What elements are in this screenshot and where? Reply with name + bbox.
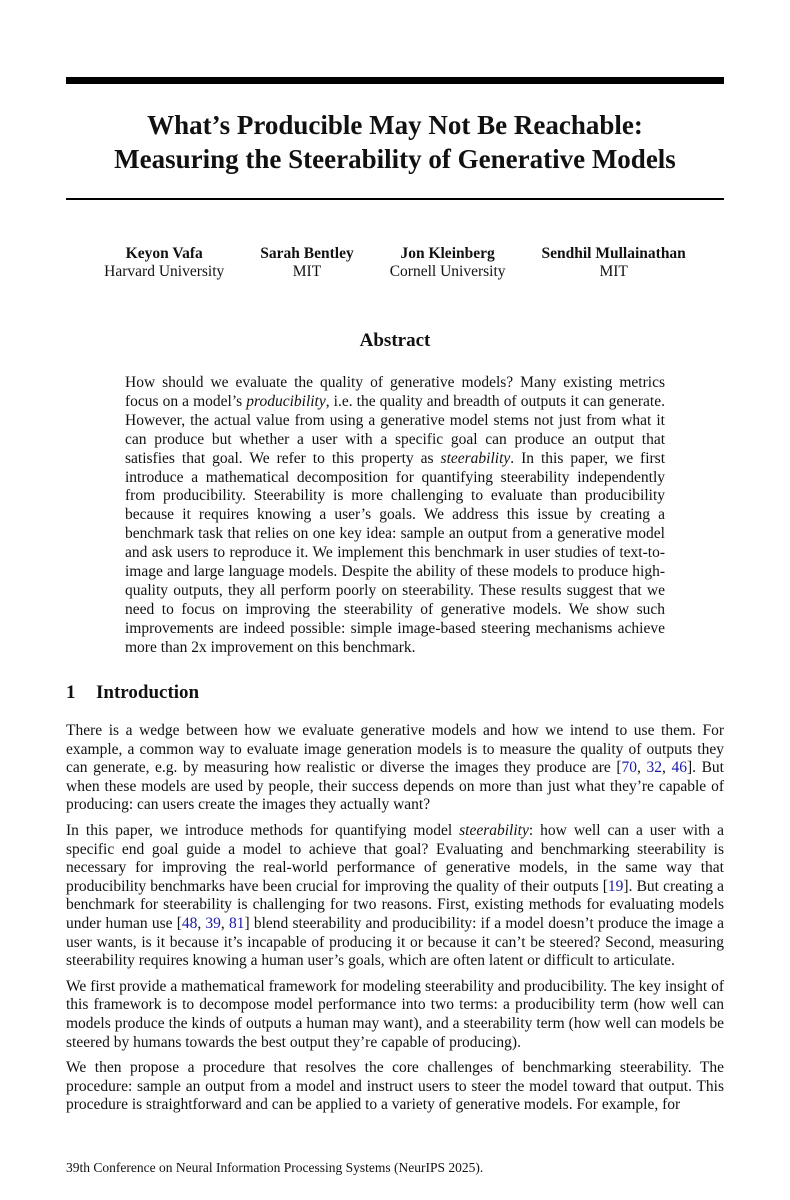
- text-run: ]. But when these models are used by people, their success depends on more than just what they’re capable of producing: can users create the images they actually want?: [66, 759, 724, 814]
- abstract-heading: Abstract: [359, 330, 431, 351]
- title-line-2: Measuring the Steerability of Generative Models: [114, 144, 676, 174]
- paper-title: [40, 108, 750, 176]
- citation-link[interactable]: 48: [181, 914, 198, 932]
- author-name: Sarah Bentley: [260, 245, 354, 262]
- text-run: : how well can a user with a specific end goal guide a model to achieve that goal? Evaluating and benchmarking steerability is necessary for improving the real-world performance of generative models, in the same way that producibility benchmarks have been crucial for improving the quality of their outputs [: [66, 821, 724, 895]
- text-run: ]. But creating a benchmark for steerability is challenging for two reasons. First, existing methods for evaluating models under human use [: [66, 877, 725, 932]
- author-name: Jon Kleinberg: [400, 245, 495, 262]
- section-title: Introduction: [96, 682, 200, 703]
- citation-link[interactable]: 70: [621, 759, 638, 777]
- section-number: 1: [66, 682, 76, 703]
- author-block: [104, 245, 224, 281]
- citation-link[interactable]: 81: [228, 914, 245, 932]
- abstract-emphasis: steerability: [440, 449, 511, 467]
- author-affiliation: MIT: [292, 263, 322, 280]
- citation-link[interactable]: 32: [646, 759, 662, 777]
- abstract-text: [125, 374, 665, 658]
- citation-link[interactable]: 39: [205, 914, 221, 932]
- citation-link[interactable]: 46: [671, 759, 687, 777]
- author-name: Keyon Vafa: [125, 245, 203, 262]
- text-run: There is a wedge between how we evaluate generative models and how we intend to use them. For example, a common way to evaluate image generation models is to measure the quality of outputs they can generate, e.g. by measuring how realistic or diverse the images they produce are [: [66, 722, 724, 777]
- author-name: Sendhil Mullainathan: [541, 245, 686, 262]
- abstract-run: How should we evaluate the quality of generative models? Many existing metrics focus on a model’s: [125, 374, 665, 410]
- emphasis: steerability: [459, 821, 529, 839]
- author-affiliation: Cornell University: [389, 263, 506, 280]
- citation-link[interactable]: 19: [607, 877, 624, 895]
- author-block: [542, 245, 686, 281]
- paragraph: In this paper, we introduce methods for quantifying model steerability: how well can a user with a specific end goal guide a model to achieve that goal? Evaluating and benchmarking steerability is necessary for improving the real-world performance of generative models, in the same way that producibility benchmarks have been crucial for improving the quality of their outputs [19]. But creating a benchmark for steerability is challenging for two reasons. First, existing methods for evaluating models under human use [48, 39, 81] blend steerability and producibility: if a model doesn’t produce the image a user wants, is it because it’s incapable of producing it or because it can’t be steered? Second, measuring steerability requires knowing a human user’s goals, which are often latent or difficult to articulate.: [66, 821, 725, 970]
- abstract-run: , i.e. the quality and breadth of outputs it can generate. However, the actual value from using a generative model stems not just from what it can produce but whether a user with a specific goal can produce an output that satisfies that goal. We refer to this property as: [125, 392, 665, 467]
- author-list: [40, 245, 750, 281]
- author-block: [390, 245, 506, 281]
- text-run: In this paper, we introduce methods for quantifying model: [66, 821, 460, 839]
- author-affiliation: MIT: [599, 263, 628, 280]
- text-run: ] blend steerability and producibility: if a model doesn’t produce the image a user wants, is it because it’s incapable of producing it or because it can’t be steered? Second, measuring steerability requires knowing a human user’s goals, which are often latent or difficult to articulate.: [66, 914, 724, 970]
- title-bottom-rule: [66, 198, 724, 200]
- paragraph: There is a wedge between how we evaluate generative models and how we intend to use them. For example, a common way to evaluate image generation models is to measure the quality of outputs they can generate, e.g. by measuring how realistic or diverse the images they produce are [70, 32, 46]. But when these models are used by people, their success depends on more than just what they’re capable of producing: can users create the images they actually want?: [66, 722, 724, 814]
- author-affiliation: Harvard University: [104, 263, 225, 280]
- abstract-run: . In this paper, we first introduce a mathematical decomposition for quantifying steerability independently from producibility. Steerability is more challenging to evaluate than producibility because it requires knowing a user’s goals. We address this issue by creating a benchmark task that relies on one key idea: sample an output from a generative model and ask users to reproduce it. We implement this benchmark in user studies of text-to-image and large language models. Despite the ability of these models to produce high-quality outputs, they all perform poorly on steerability. These results suggest that we need to focus on improving the steerability of generative models. We show such improvements are indeed possible: simple image-based steering mechanisms achieve more than 2x improvement on this benchmark.: [125, 449, 666, 656]
- conference-footer: 39th Conference on Neural Information Processing Systems (NeurIPS 2025).: [66, 1160, 484, 1175]
- title-line-1: What’s Producible May Not Be Reachable:: [147, 110, 643, 140]
- paragraph: We first provide a mathematical framework for modeling steerability and producibility. The key insight of this framework is to decompose model performance into two terms: a producibility term (how well can models produce the kinds of outputs a human may want), and a steerability term (how well can models be steered by humans towards the best output they’re capable of producing).: [66, 977, 724, 1051]
- section-heading: [66, 682, 199, 704]
- abstract-emphasis: producibility: [246, 392, 326, 410]
- paragraph: We then propose a procedure that resolves the core challenges of benchmarking steerability. The procedure: sample an output from a model and instruct users to steer the model toward that output. This procedure is straightforward and can be applied to a variety of generative models. For example, for: [66, 1059, 724, 1114]
- body-text: [66, 722, 724, 1122]
- author-block: [260, 245, 353, 281]
- top-rule: [66, 77, 724, 84]
